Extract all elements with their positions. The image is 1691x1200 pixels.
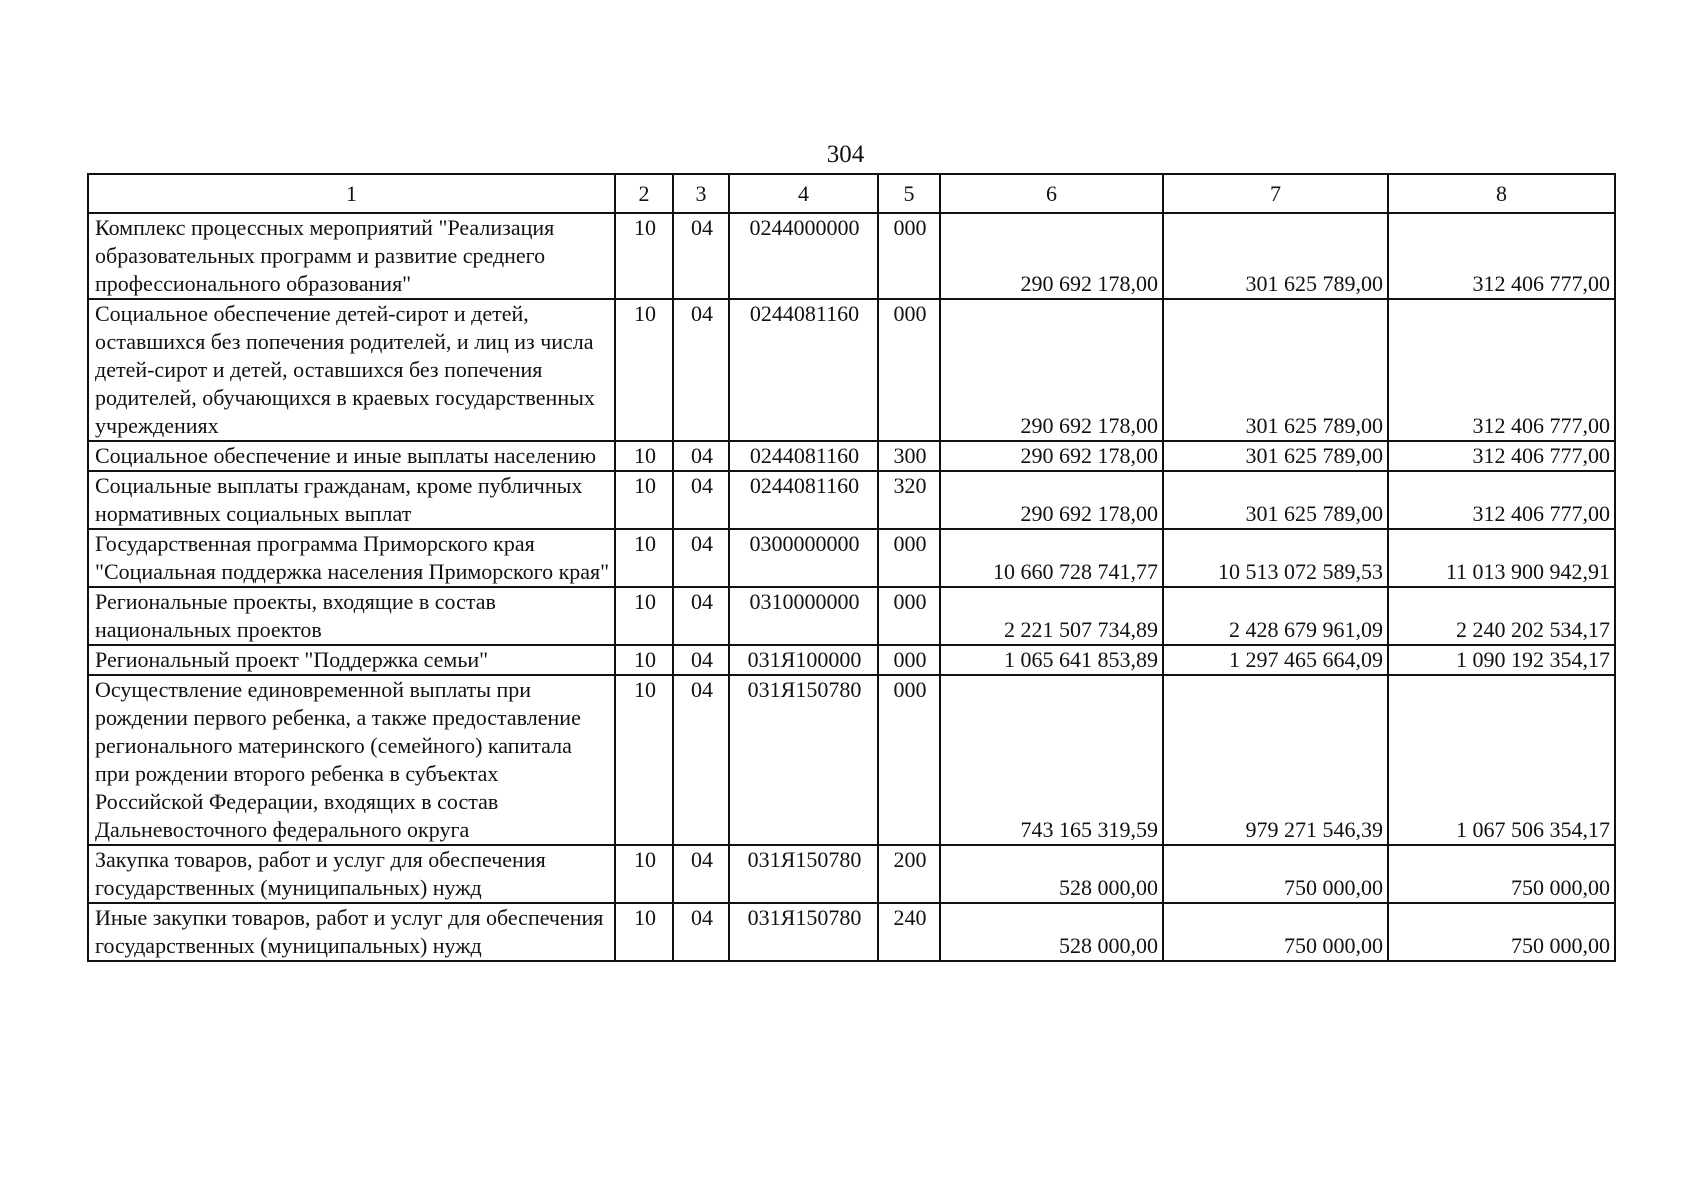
table-row xyxy=(88,903,1615,961)
row-amount-6: 1 065 641 853,89 xyxy=(940,645,1163,675)
header-col-3: 3 xyxy=(673,174,729,213)
row-subsection: 04 xyxy=(673,587,729,645)
row-section: 10 xyxy=(615,529,673,587)
table-row xyxy=(88,471,1615,529)
row-amount-7: 979 271 546,39 xyxy=(1163,675,1388,845)
row-target-article: 0244000000 xyxy=(729,213,878,299)
row-amount-7: 10 513 072 589,53 xyxy=(1163,529,1388,587)
row-amount-7: 301 625 789,00 xyxy=(1163,441,1388,471)
row-amount-8: 750 000,00 xyxy=(1388,845,1615,903)
header-row xyxy=(88,174,1615,213)
row-amount-8: 11 013 900 942,91 xyxy=(1388,529,1615,587)
row-expense-type: 240 xyxy=(878,903,940,961)
row-name: Социальное обеспечение и иные выплаты населению xyxy=(88,441,615,471)
row-section: 10 xyxy=(615,587,673,645)
row-expense-type: 000 xyxy=(878,299,940,441)
budget-table xyxy=(87,173,1616,962)
row-name: Иные закупки товаров, работ и услуг для обеспечения государственных (муниципальных) нужд xyxy=(88,903,615,961)
header-col-2: 2 xyxy=(615,174,673,213)
row-subsection: 04 xyxy=(673,903,729,961)
table-row xyxy=(88,213,1615,299)
row-expense-type: 300 xyxy=(878,441,940,471)
row-amount-6: 290 692 178,00 xyxy=(940,471,1163,529)
row-name: Региональные проекты, входящие в состав национальных проектов xyxy=(88,587,615,645)
row-expense-type: 000 xyxy=(878,645,940,675)
row-expense-type: 200 xyxy=(878,845,940,903)
header-col-7: 7 xyxy=(1163,174,1388,213)
row-amount-8: 2 240 202 534,17 xyxy=(1388,587,1615,645)
row-target-article: 0244081160 xyxy=(729,299,878,441)
row-subsection: 04 xyxy=(673,675,729,845)
row-amount-6: 528 000,00 xyxy=(940,845,1163,903)
row-target-article: 031Я150780 xyxy=(729,845,878,903)
row-expense-type: 000 xyxy=(878,213,940,299)
row-amount-7: 301 625 789,00 xyxy=(1163,213,1388,299)
row-target-article: 031Я150780 xyxy=(729,903,878,961)
table-row xyxy=(88,441,1615,471)
row-amount-8: 312 406 777,00 xyxy=(1388,213,1615,299)
row-section: 10 xyxy=(615,471,673,529)
row-target-article: 0244081160 xyxy=(729,471,878,529)
row-section: 10 xyxy=(615,441,673,471)
row-expense-type: 000 xyxy=(878,529,940,587)
row-amount-7: 1 297 465 664,09 xyxy=(1163,645,1388,675)
row-amount-6: 10 660 728 741,77 xyxy=(940,529,1163,587)
row-target-article: 0244081160 xyxy=(729,441,878,471)
row-amount-6: 2 221 507 734,89 xyxy=(940,587,1163,645)
header-col-4: 4 xyxy=(729,174,878,213)
row-subsection: 04 xyxy=(673,441,729,471)
row-name: Региональный проект "Поддержка семьи" xyxy=(88,645,615,675)
row-amount-8: 750 000,00 xyxy=(1388,903,1615,961)
row-amount-6: 290 692 178,00 xyxy=(940,299,1163,441)
row-name: Государственная программа Приморского края "Социальная поддержка населения Приморского края" xyxy=(88,529,615,587)
table-row xyxy=(88,645,1615,675)
row-amount-6: 290 692 178,00 xyxy=(940,213,1163,299)
row-section: 10 xyxy=(615,645,673,675)
row-amount-8: 312 406 777,00 xyxy=(1388,441,1615,471)
row-amount-7: 750 000,00 xyxy=(1163,903,1388,961)
row-section: 10 xyxy=(615,903,673,961)
row-amount-8: 1 067 506 354,17 xyxy=(1388,675,1615,845)
row-target-article: 0310000000 xyxy=(729,587,878,645)
table-row xyxy=(88,675,1615,845)
row-target-article: 031Я100000 xyxy=(729,645,878,675)
row-subsection: 04 xyxy=(673,529,729,587)
table-row xyxy=(88,529,1615,587)
row-amount-6: 290 692 178,00 xyxy=(940,441,1163,471)
row-subsection: 04 xyxy=(673,299,729,441)
row-amount-7: 301 625 789,00 xyxy=(1163,299,1388,441)
row-amount-7: 301 625 789,00 xyxy=(1163,471,1388,529)
header-col-6: 6 xyxy=(940,174,1163,213)
row-amount-6: 528 000,00 xyxy=(940,903,1163,961)
header-col-5: 5 xyxy=(878,174,940,213)
row-amount-6: 743 165 319,59 xyxy=(940,675,1163,845)
header-col-8: 8 xyxy=(1388,174,1615,213)
row-name: Осуществление единовременной выплаты при рождении первого ребенка, а также предоставление регионального материнского (семейного) капитала при рождении второго ребенка в субъектах Российской Федерации, входящих в состав Дальневосточного федерального округа xyxy=(88,675,615,845)
row-section: 10 xyxy=(615,299,673,441)
row-subsection: 04 xyxy=(673,645,729,675)
row-expense-type: 320 xyxy=(878,471,940,529)
table-row xyxy=(88,299,1615,441)
row-target-article: 031Я150780 xyxy=(729,675,878,845)
row-amount-7: 750 000,00 xyxy=(1163,845,1388,903)
row-subsection: 04 xyxy=(673,213,729,299)
row-amount-7: 2 428 679 961,09 xyxy=(1163,587,1388,645)
table-row xyxy=(88,845,1615,903)
row-name: Комплекс процессных мероприятий "Реализация образовательных программ и развитие среднего профессионального образования" xyxy=(88,213,615,299)
row-section: 10 xyxy=(615,845,673,903)
row-expense-type: 000 xyxy=(878,675,940,845)
row-expense-type: 000 xyxy=(878,587,940,645)
row-subsection: 04 xyxy=(673,471,729,529)
header-col-1: 1 xyxy=(88,174,615,213)
row-subsection: 04 xyxy=(673,845,729,903)
row-name: Социальное обеспечение детей-сирот и детей, оставшихся без попечения родителей, и лиц из числа детей-сирот и детей, оставшихся без попечения родителей, обучающихся в краевых государственных учреждениях xyxy=(88,299,615,441)
row-name: Закупка товаров, работ и услуг для обеспечения государственных (муниципальных) нужд xyxy=(88,845,615,903)
row-amount-8: 312 406 777,00 xyxy=(1388,299,1615,441)
row-section: 10 xyxy=(615,213,673,299)
row-section: 10 xyxy=(615,675,673,845)
row-amount-8: 1 090 192 354,17 xyxy=(1388,645,1615,675)
row-name: Социальные выплаты гражданам, кроме публичных нормативных социальных выплат xyxy=(88,471,615,529)
row-target-article: 0300000000 xyxy=(729,529,878,587)
table-row xyxy=(88,587,1615,645)
row-amount-8: 312 406 777,00 xyxy=(1388,471,1615,529)
page-number: 304 xyxy=(826,141,865,168)
